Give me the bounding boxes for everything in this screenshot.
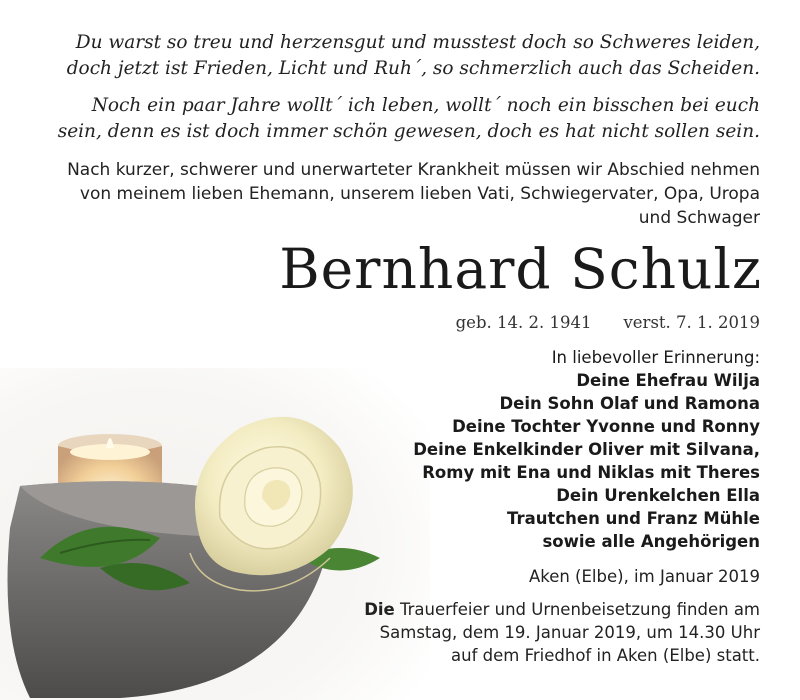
place-and-date: Aken (Elbe), im Januar 2019: [528, 567, 760, 586]
funeral-line-1-text: Trauerfeier und Urnenbeisetzung finden am: [394, 600, 760, 619]
poem-verse-2-line-1: Noch ein paar Jahre wollt´ ich leben, wollt´ noch ein bisschen bei euch: [91, 95, 760, 116]
announcement-line-1: Nach kurzer, schwerer und unerwarteter Krankheit müssen wir Abschied nehmen: [67, 160, 760, 180]
death-announcement: [20, 158, 760, 230]
poem-verse-1: [20, 30, 760, 82]
mourner-entry: Deine Ehefrau Wilja: [576, 371, 760, 390]
death-date: verst. 7. 1. 2019: [623, 313, 760, 332]
mourners-intro: In liebevoller Erinnerung:: [551, 348, 760, 367]
announcement-line-2: von meinem lieben Ehemann, unserem lieben Vati, Schwiegervater, Opa, Uropa: [79, 184, 760, 204]
mourner-entry: sowie alle Angehörigen: [542, 532, 760, 551]
funeral-line-3: auf dem Friedhof in Aken (Elbe) statt.: [451, 646, 760, 665]
announcement-line-3: und Schwager: [638, 208, 760, 228]
mourners-list: [360, 346, 760, 553]
poem-verse-1-line-2: doch jetzt ist Frieden, Licht und Ruh´, so schmerzlich auch das Scheiden.: [66, 58, 760, 79]
mourner-entry: Deine Tochter Yvonne und Ronny: [452, 417, 760, 436]
mourner-entry: Trautchen und Franz Mühle: [507, 509, 760, 528]
mourner-entry: Dein Sohn Olaf und Ramona: [499, 394, 760, 413]
poem-verse-1-line-1: Du warst so treu und herzensgut und musstest doch so Schweres leiden,: [75, 32, 760, 53]
funeral-line-2: Samstag, dem 19. Januar 2019, um 14.30 Uhr: [379, 623, 760, 642]
deceased-name: Bernhard Schulz: [279, 237, 762, 301]
mourner-entry: Dein Urenkelchen Ella: [556, 486, 760, 505]
funeral-details: [280, 598, 760, 667]
mourner-entry: Romy mit Ena und Niklas mit Theres: [422, 463, 760, 482]
poem-verse-2: [20, 93, 760, 145]
mourner-entry: Deine Enkelkinder Oliver mit Silvana,: [413, 440, 760, 459]
birth-date: geb. 14. 2. 1941: [455, 313, 592, 332]
funeral-line-1: [280, 598, 760, 621]
life-dates: [456, 311, 760, 335]
poem-verse-2-line-2: sein, denn es ist doch immer schön gewesen, doch es hat nicht sollen sein.: [57, 121, 760, 142]
funeral-lead-word: Die: [364, 600, 395, 619]
